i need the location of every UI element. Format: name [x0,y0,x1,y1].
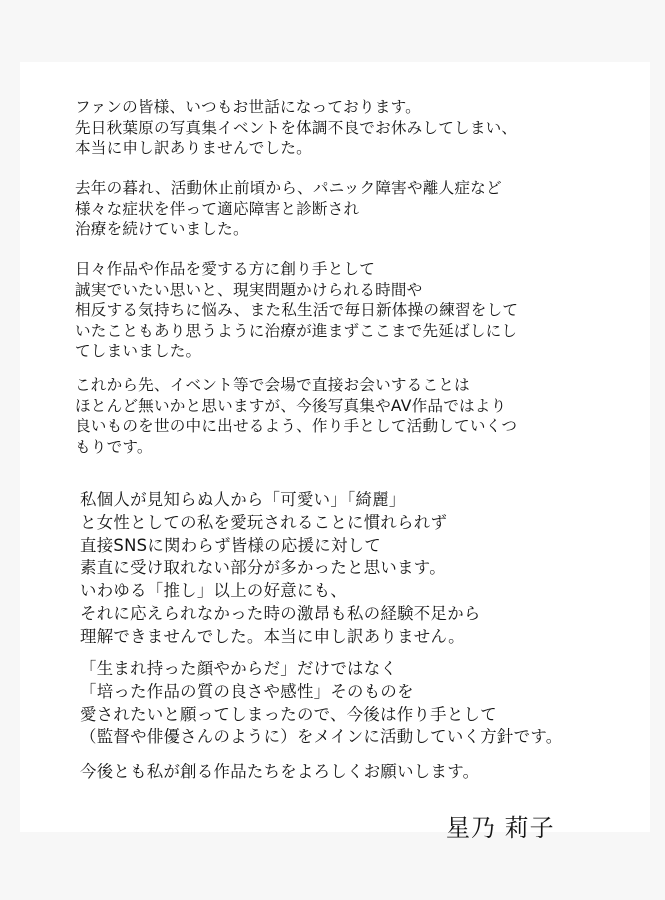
text-line: 誠実でいたい思いと、現実問題かけられる時間や [75,280,423,299]
text-line: 治療を続けていました。 [75,220,249,238]
text-line: いたこともあり思うように治療が進まずここまで先延ばしにし [75,321,518,340]
paragraph-future-activity [75,375,517,457]
text-line: 「培った作品の質の良さや感性」そのものを [80,681,414,701]
text-line: ほとんど無いかと思いますが、今後写真集やAV作品ではより [75,396,507,415]
signature: 星乃 莉子 [446,814,555,842]
text-line: 「生まれ持った顔やからだ」だけではなく [80,659,398,678]
text-line: 愛されたいと願ってしまったので、今後は作り手として [80,704,497,724]
paragraph-diagnosis [75,178,502,240]
text-line: 先日秋葉原の写真集イベントを体調不良でお休みしてしまい、 [75,118,518,137]
text-line: 理解できませんでした。本当に申し訳ありません。 [80,626,465,646]
paragraph-closing [80,761,479,784]
paragraph-apology [75,97,517,159]
text-line: 今後とも私が創る作品たちをよろしくお願いします。 [80,762,480,781]
text-line: それに応えられなかった時の激昂も私の経験不足から [80,603,481,623]
paragraph-conflict [75,259,518,362]
text-line: 本当に申し訳ありませんでした。 [75,139,312,157]
text-line: てしまいました。 [75,342,202,360]
text-line: と女性としての私を愛玩されることに慣れられず [80,512,448,532]
text-line: 直接SNSに関わらず皆様の応援に対して [80,535,382,555]
text-line: 相反する気持ちに悩み、また私生活で毎日新体操の練習をして [75,301,519,319]
text-line: これから先、イベント等で会場で直接お会いすることは [75,376,470,394]
paragraph-personal-feelings [80,489,481,649]
text-line: いわゆる「推し」以上の好意にも、 [80,581,348,601]
text-line: 去年の暮れ、活動休止前頃から、パニック障害や離人症など [75,179,502,197]
text-line: 様々な症状を伴って適応障害と診断され [75,199,360,218]
text-line: （監督や俳優さんのように）をメインに活動していく方針です。 [80,727,563,747]
text-line: ファンの皆様、いつもお世話になっております。 [75,98,421,116]
text-line: 良いものを世の中に出せるよう、作り手として活動していくつ [75,417,518,435]
text-line: もりです。 [75,437,153,456]
text-line: 素直に受け取れない部分が多かったと思います。 [80,558,446,578]
text-line: 私個人が見知らぬ人から「可愛い」「綺麗」 [80,490,406,509]
text-line: 日々作品や作品を愛する方に創り手として [75,260,376,278]
paragraph-new-direction [80,658,562,749]
